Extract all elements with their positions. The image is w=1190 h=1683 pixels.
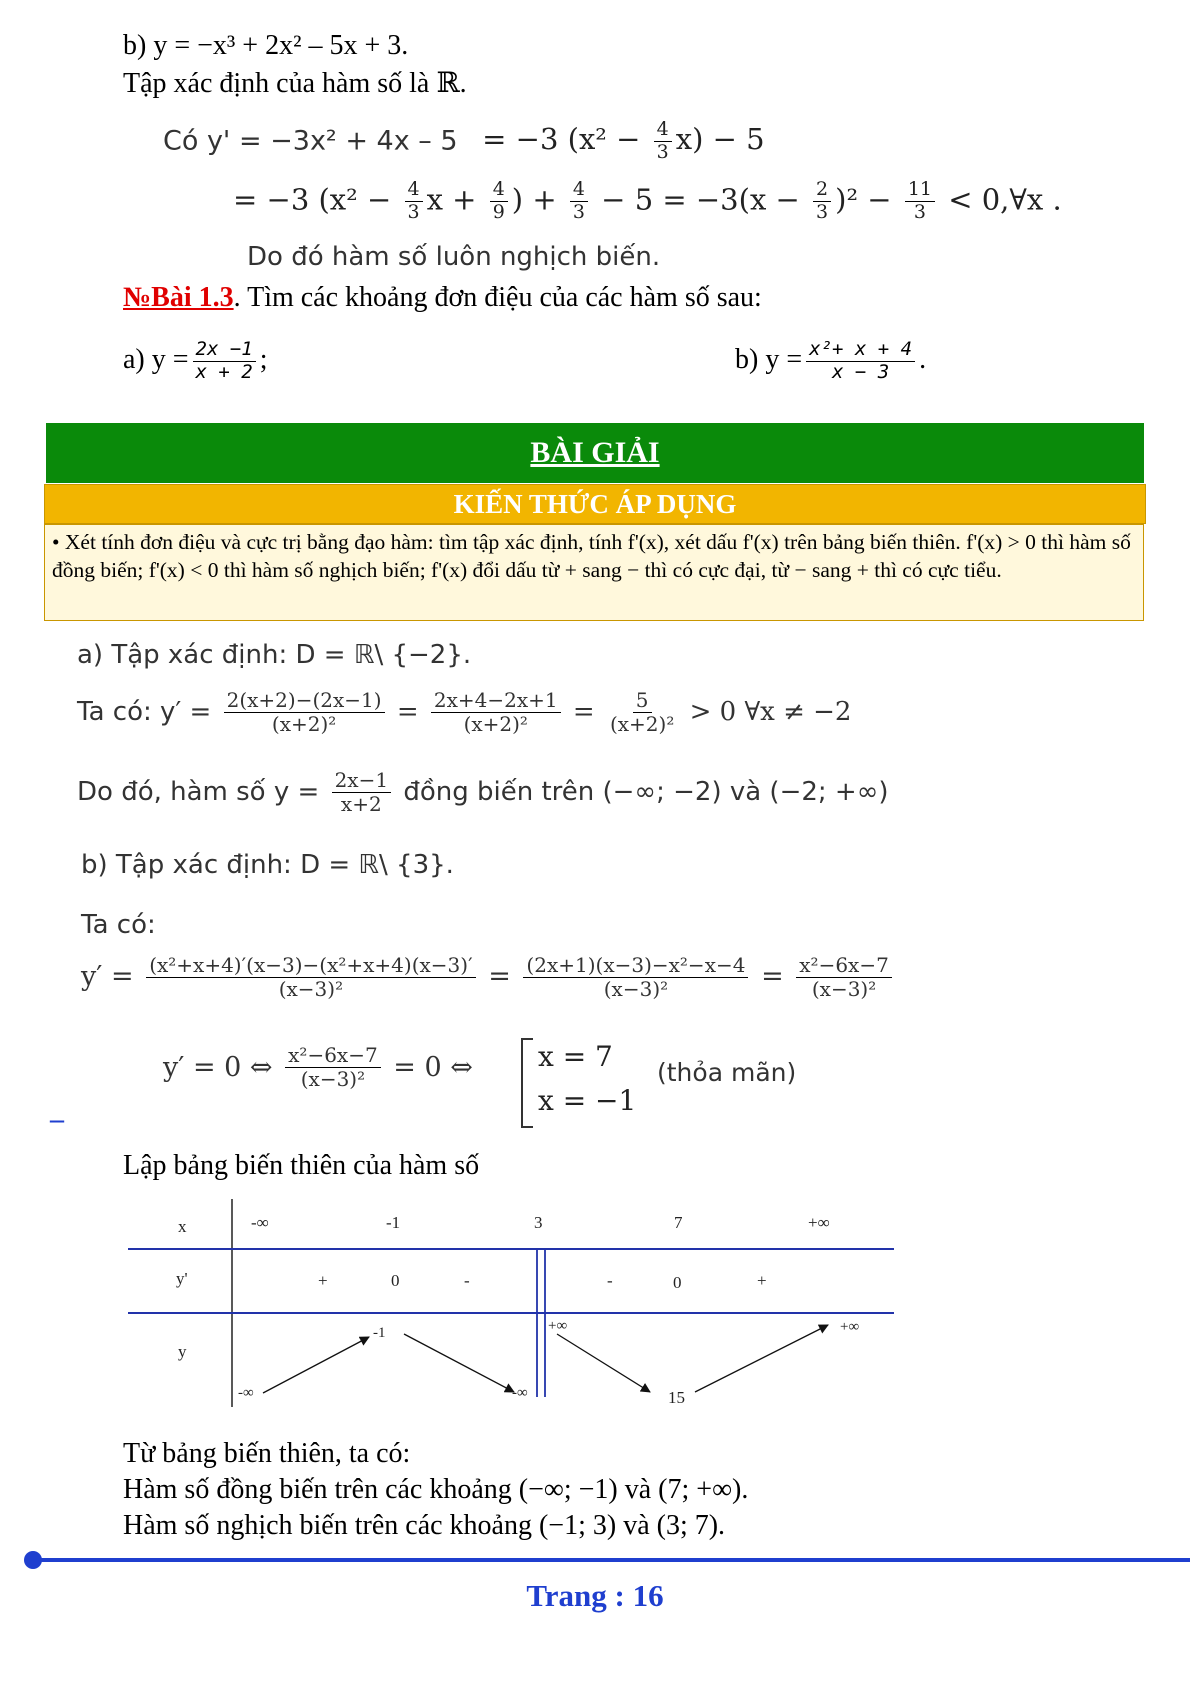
fraction: $\frac{2(x+2)-(2x-1)}{\text{(x+2)²}}$ bbox=[224, 690, 385, 735]
fraction: $\frac{2x-1}{x+2}$ bbox=[332, 770, 392, 815]
row-label-x: x bbox=[178, 1217, 187, 1236]
x-value: +∞ bbox=[808, 1213, 830, 1232]
root-x-7: x = 7 bbox=[538, 1040, 613, 1073]
exercise-label: №Bài 1.3 bbox=[123, 282, 234, 313]
knowledge-note: • Xét tính đơn điệu và cực trị bằng đạo hàm: tìm tập xác định, tính f'(x), xét dấu f'(x) trên bảng biến thiên. f'(x) > 0 thì hàm số đồng biến; f'(x) < 0 thì hàm số nghịch biến; f'(x) đổi dấu từ + sang − thì có cực đại, từ − sang + thì có cực tiểu. bbox=[44, 524, 1144, 621]
solution-a-derivative: Ta có: y′ = $\frac{2(x+2)-(2x-1)}{\text{(x+2)²}}$ = $\frac{2x+4-2x+1}{\text{(x+2)²}}$ = $\frac{5}{\text{(x+2)²}}$ > 0 ∀x ≠ −2 bbox=[77, 688, 852, 736]
summary-decreasing: Hàm số nghịch biến trên các khoảng (−1; 3) và (3; 7). bbox=[123, 1510, 726, 1541]
y-value: 15 bbox=[668, 1388, 685, 1407]
sign-value: 0 bbox=[673, 1273, 682, 1292]
y-value: +∞ bbox=[548, 1318, 568, 1334]
x-value: 3 bbox=[534, 1213, 543, 1232]
fraction: $\frac{\text{x²+ x + 4}}{x - 3}$ bbox=[806, 340, 915, 383]
footer-rule bbox=[34, 1558, 1190, 1562]
derivative-line-1 bbox=[163, 120, 765, 163]
y-value: -1 bbox=[373, 1325, 386, 1341]
conclusion-decreasing: Do đó hàm số luôn nghịch biến. bbox=[247, 242, 661, 272]
solution-a-domain: a) Tập xác định: D = ℝ\ {−2}. bbox=[77, 640, 472, 670]
derivative-prefix: Có y' = −3x² + 4x – 5 bbox=[163, 125, 458, 157]
solution-banner: BÀI GIẢI bbox=[46, 423, 1144, 483]
solution-b-ta-co: Ta có: bbox=[81, 910, 156, 940]
fraction: $\frac{\text{(2x+1)(x−3)−x²−x−4}}{\text{(x−3)²}}$ bbox=[523, 955, 748, 1000]
sign-value: + bbox=[318, 1271, 328, 1290]
sign-value: 0 bbox=[391, 1271, 400, 1290]
dash-mark: – bbox=[50, 1104, 64, 1135]
derivative-step-1: = −3 (x² − $\frac{4}{3}$ x) − 5 bbox=[482, 118, 765, 163]
variation-table bbox=[126, 1197, 896, 1412]
fraction: $\frac{\text{x²−6x−7}}{\text{(x−3)²}}$ bbox=[796, 955, 892, 1000]
x-value: 7 bbox=[674, 1213, 683, 1232]
solution-b-zero: y′ = 0 ⇔ $\frac{\text{x²−6x−7}}{\text{(x−3)²}}$ = 0 ⇔ bbox=[163, 1043, 473, 1091]
x-value: -∞ bbox=[251, 1213, 269, 1232]
domain-line: Tập xác định của hàm số là ℝ. bbox=[123, 68, 467, 99]
fraction: $\frac{\text{x²−6x−7}}{\text{(x−3)²}}$ bbox=[285, 1045, 381, 1090]
fraction: $\frac{4}{3}$ bbox=[570, 180, 588, 223]
y-value: -∞ bbox=[512, 1385, 528, 1401]
root-x-minus-1: x = −1 bbox=[538, 1084, 637, 1117]
fraction: $\frac{2x -1}{x + 2}$ bbox=[193, 340, 256, 383]
fraction: $\frac{\text{(x²+x+4)′(x−3)−(x²+x+4)(x−3)′}}{\text{(x−3)²}}$ bbox=[146, 955, 475, 1000]
fraction: $\frac{4}{9}$ bbox=[490, 180, 508, 223]
sign-value: - bbox=[464, 1271, 470, 1290]
row-label-yprime: y' bbox=[176, 1269, 188, 1288]
table-title: Lập bảng biến thiên của hàm số bbox=[123, 1150, 480, 1181]
summary-intro: Từ bảng biến thiên, ta có: bbox=[123, 1438, 411, 1469]
fraction: $\frac{2}{3}$ bbox=[813, 180, 831, 223]
page-number: Trang : 16 bbox=[526, 1578, 664, 1613]
function-b-line: b) y = −x³ + 2x² – 5x + 3. bbox=[123, 30, 409, 61]
fraction: $\frac{4}{3}$ bbox=[405, 180, 423, 223]
fraction: $\frac{4}{3}$ bbox=[654, 120, 672, 163]
derivative-line-2: = −3 (x² − $\frac{4}{3}$ x + $\frac{4}{9}$ ) + $\frac{4}{3}$ − 5 = −3(x − $\frac{2}{3}$ )² − $\frac{11}{3}$ < 0,∀x . bbox=[233, 178, 1062, 223]
y-value: +∞ bbox=[840, 1319, 860, 1335]
row-label-y: y bbox=[178, 1342, 187, 1361]
exercise-b: b) y = $\frac{\text{x²+ x + 4}}{x - 3}$ . bbox=[735, 338, 927, 383]
x-value: -1 bbox=[386, 1213, 401, 1232]
fraction: $\frac{11}{3}$ bbox=[905, 180, 935, 223]
solution-b-derivative: y′ = $\frac{\text{(x²+x+4)′(x−3)−(x²+x+4)(x−3)′}}{\text{(x−3)²}}$ = $\frac{\text{(2x+1)(x−3)−x²−x−4}}{\text{(x−3)²}}$ = $\frac{\text{x²−6x−7}}{\text{(x−3)²}}$ bbox=[81, 955, 896, 1000]
system-bracket bbox=[521, 1038, 533, 1128]
exercise-heading bbox=[123, 282, 762, 314]
summary-increasing: Hàm số đồng biến trên các khoảng (−∞; −1) và (7; +∞). bbox=[123, 1474, 749, 1505]
applied-knowledge-banner: KIẾN THỨC ÁP DỤNG bbox=[44, 484, 1146, 524]
y-value: -∞ bbox=[238, 1385, 254, 1401]
solution-b-domain: b) Tập xác định: D = ℝ\ {3}. bbox=[81, 850, 454, 880]
zero-note: (thỏa mãn) bbox=[657, 1058, 797, 1087]
solution-a-conclusion: Do đó, hàm số y = $\frac{2x-1}{x+2}$ đồng biến trên (−∞; −2) và (−2; +∞) bbox=[77, 768, 889, 816]
fraction: $\frac{2x+4-2x+1}{\text{(x+2)²}}$ bbox=[431, 690, 561, 735]
exercise-title: . Tìm các khoảng đơn điệu của các hàm số sau: bbox=[233, 282, 762, 313]
fraction: $\frac{5}{\text{(x+2)²}}$ bbox=[609, 688, 675, 736]
exercise-a: a) y = $\frac{2x -1}{x + 2}$ ; bbox=[123, 338, 268, 383]
sign-value: - bbox=[607, 1271, 613, 1290]
variation-table-lines bbox=[126, 1197, 896, 1412]
sign-value: + bbox=[757, 1271, 767, 1290]
